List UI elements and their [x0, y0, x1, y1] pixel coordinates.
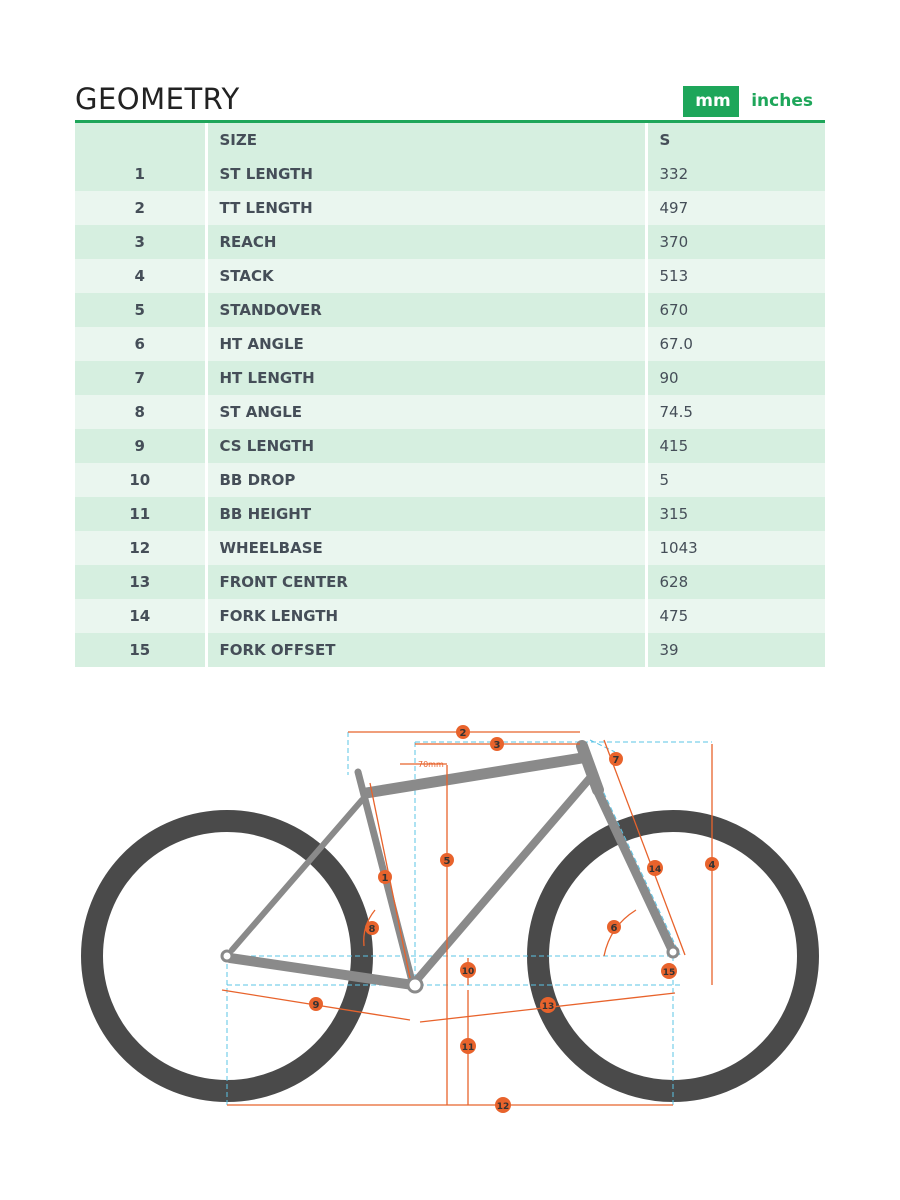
row-value: 370: [646, 225, 825, 259]
row-name: BB DROP: [206, 463, 646, 497]
row-name: HT LENGTH: [206, 361, 646, 395]
row-name: ST LENGTH: [206, 157, 646, 191]
svg-text:3: 3: [493, 740, 501, 751]
table-row: [75, 497, 825, 531]
row-name: FORK OFFSET: [206, 633, 646, 667]
marker-13: [540, 997, 556, 1013]
svg-text:8: 8: [368, 924, 376, 935]
table-row: [75, 565, 825, 599]
row-number: 2: [75, 191, 206, 225]
table-row: [75, 633, 825, 667]
row-name: REACH: [206, 225, 646, 259]
row-number: 4: [75, 259, 206, 293]
row-number: 12: [75, 531, 206, 565]
unit-mm-button[interactable]: mm: [683, 86, 739, 117]
row-value: 332: [646, 157, 825, 191]
table-row: [75, 327, 825, 361]
table-row: [75, 157, 825, 191]
marker-4: [705, 857, 719, 871]
row-value: 513: [646, 259, 825, 293]
table-row: [75, 361, 825, 395]
row-number: 9: [75, 429, 206, 463]
row-name: WHEELBASE: [206, 531, 646, 565]
row-number: 8: [75, 395, 206, 429]
row-name: FORK LENGTH: [206, 599, 646, 633]
svg-text:4: 4: [708, 860, 716, 871]
row-value: 670: [646, 293, 825, 327]
table-row: [75, 531, 825, 565]
front-dropout: [668, 947, 678, 957]
row-number: 6: [75, 327, 206, 361]
row-name: STANDOVER: [206, 293, 646, 327]
svg-text:10: 10: [461, 967, 475, 977]
row-value: 415: [646, 429, 825, 463]
column-header-size: SIZE: [206, 123, 646, 157]
row-number: 3: [75, 225, 206, 259]
row-value: 628: [646, 565, 825, 599]
bike-geometry-diagram: [0, 700, 900, 1120]
rear-dropout: [222, 951, 232, 961]
row-value: 497: [646, 191, 825, 225]
chain-stay: [230, 958, 413, 985]
geometry-header: [75, 80, 825, 123]
marker-12: [495, 1097, 511, 1113]
column-header-s: S: [646, 123, 825, 157]
column-header-number: [75, 123, 206, 157]
row-number: 5: [75, 293, 206, 327]
row-name: CS LENGTH: [206, 429, 646, 463]
svg-text:11: 11: [461, 1043, 475, 1053]
svg-text:9: 9: [312, 1000, 320, 1011]
svg-text:15: 15: [662, 968, 676, 978]
svg-text:14: 14: [648, 865, 662, 875]
table-row: [75, 293, 825, 327]
marker-10: [460, 962, 476, 978]
svg-text:6: 6: [610, 923, 618, 934]
table-row: [75, 429, 825, 463]
geometry-table: [75, 123, 825, 667]
page-title: GEOMETRY: [75, 82, 240, 116]
note-70mm: 70mm: [418, 760, 444, 769]
row-name: TT LENGTH: [206, 191, 646, 225]
row-number: 14: [75, 599, 206, 633]
row-value: 475: [646, 599, 825, 633]
row-name: FRONT CENTER: [206, 565, 646, 599]
row-value: 1043: [646, 531, 825, 565]
row-value: 74.5: [646, 395, 825, 429]
marker-9: [309, 997, 323, 1011]
table-row: [75, 463, 825, 497]
svg-text:12: 12: [496, 1102, 510, 1112]
row-name: HT ANGLE: [206, 327, 646, 361]
marker-1: [378, 870, 392, 884]
table-header-row: [75, 123, 825, 157]
marker-11: [460, 1038, 476, 1054]
table-row: [75, 259, 825, 293]
row-number: 13: [75, 565, 206, 599]
table-row: [75, 395, 825, 429]
svg-text:1: 1: [381, 873, 389, 884]
svg-text:7: 7: [612, 755, 620, 766]
marker-8: [365, 921, 379, 935]
bike-frame: [230, 746, 673, 985]
svg-text:5: 5: [443, 856, 451, 867]
unit-toggle: [683, 86, 825, 117]
marker-7: [609, 752, 623, 766]
row-value: 39: [646, 633, 825, 667]
table-row: [75, 191, 825, 225]
row-number: 1: [75, 157, 206, 191]
row-name: ST ANGLE: [206, 395, 646, 429]
marker-3: [490, 737, 504, 751]
row-number: 15: [75, 633, 206, 667]
svg-text:13: 13: [541, 1002, 555, 1012]
top-tube: [366, 758, 582, 793]
row-value: 5: [646, 463, 825, 497]
row-value: 315: [646, 497, 825, 531]
row-value: 67.0: [646, 327, 825, 361]
marker-15: [661, 963, 677, 979]
table-row: [75, 599, 825, 633]
marker-6: [607, 920, 621, 934]
bottom-bracket: [408, 978, 422, 992]
row-name: BB HEIGHT: [206, 497, 646, 531]
row-name: STACK: [206, 259, 646, 293]
marker-14: [647, 860, 663, 876]
row-number: 10: [75, 463, 206, 497]
table-row: [75, 225, 825, 259]
row-value: 90: [646, 361, 825, 395]
marker-2: [456, 725, 470, 739]
svg-text:2: 2: [459, 728, 467, 739]
row-number: 7: [75, 361, 206, 395]
unit-inches-button[interactable]: inches: [751, 91, 813, 111]
marker-5: [440, 853, 454, 867]
row-number: 11: [75, 497, 206, 531]
